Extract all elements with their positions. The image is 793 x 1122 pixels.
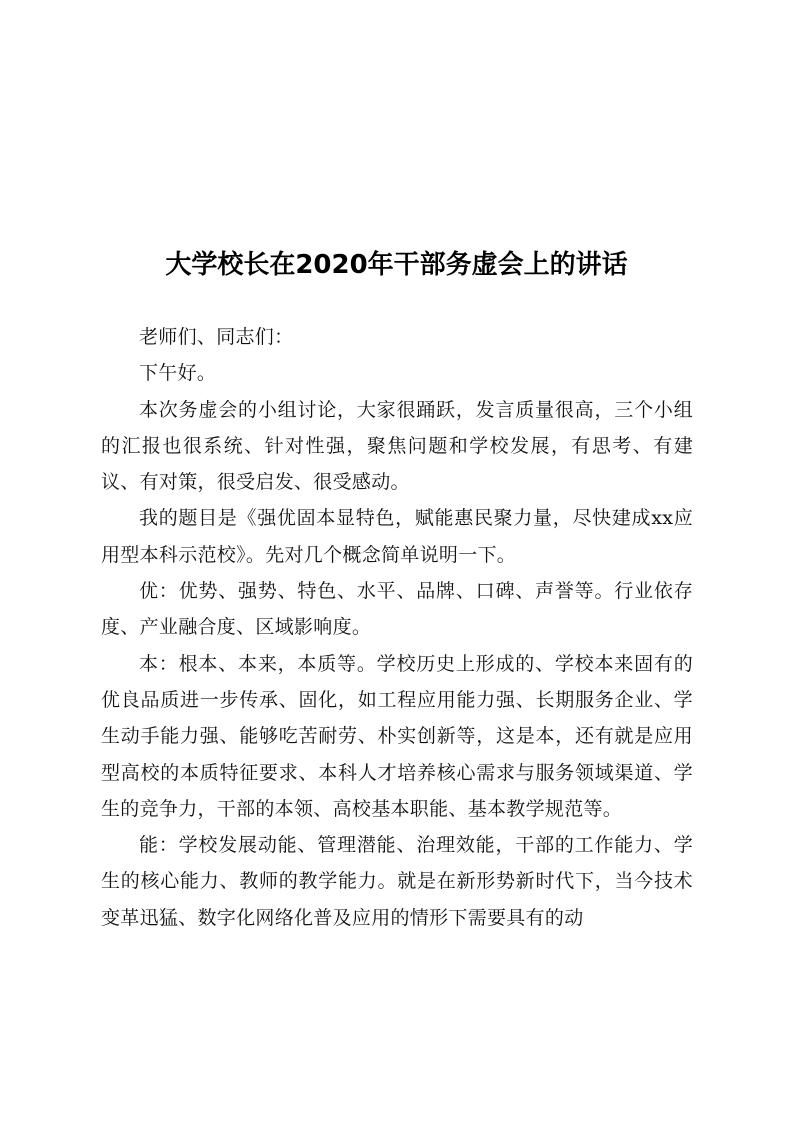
document-body bbox=[101, 319, 693, 936]
greeting-paragraph: 下午好。 bbox=[139, 362, 217, 385]
body-paragraph: 优：优势、强势、特色、水平、品牌、口碑、声誉等。行业依存度、产业融合度、区域影响度。 bbox=[101, 580, 693, 639]
body-paragraph: 能：学校发展动能、管理潜能、治理效能，干部的工作能力、学生的核心能力、教师的教学能力。就是在新形势新时代下，当今技术变革迅猛、数字化网络化普及应用的情形下需要具有的动 bbox=[101, 834, 693, 929]
body-paragraph: 本：根本、本来，本质等。学校历史上形成的、学校本来固有的优良品质进一步传承、固化，如工程应用能力强、长期服务企业、学生动手能力强、能够吃苦耐劳、朴实创新等，这是本，还有就是应用型高校的本质特征要求、本科人才培养核心需求与服务领域渠道、学生的竞争力，干部的本领、高校基本职能、基本教学规范等。 bbox=[101, 652, 693, 820]
document-title: 大学校长在2020年干部务虚会上的讲话 bbox=[165, 250, 628, 280]
body-paragraph: 我的题目是《强优固本显特色，赋能惠民聚力量，尽快建成xx应用型本科示范校》。先对几个概念简单说明一下。 bbox=[101, 507, 693, 566]
body-paragraph: 本次务虚会的小组讨论，大家很踊跃，发言质量很高，三个小组的汇报也很系统、针对性强，聚焦问题和学校发展，有思考、有建议、有对策，很受启发、很受感动。 bbox=[101, 398, 693, 494]
salutation-paragraph: 老师们、同志们： bbox=[139, 326, 294, 348]
